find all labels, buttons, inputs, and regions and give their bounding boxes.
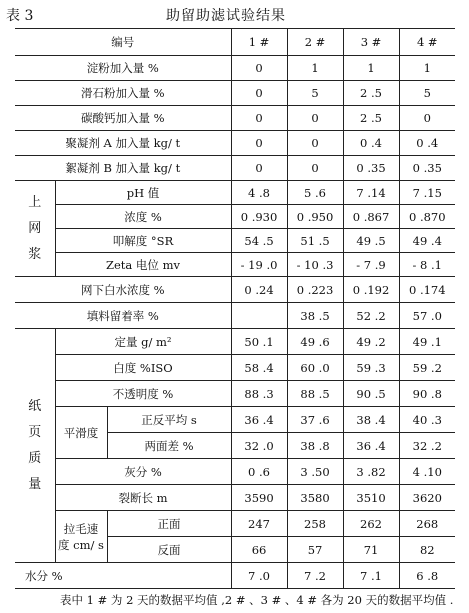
cell: 54 .5 [231,229,287,253]
row-label: 裂断长 m [55,485,231,511]
row-label: 灰分 % [55,459,231,485]
cell: 90 .8 [399,381,455,407]
cell: - 7 .9 [343,253,399,277]
cell: 4 .10 [399,459,455,485]
cell: 0 .867 [343,205,399,229]
cell: 36 .4 [231,407,287,433]
cell: 49 .5 [343,229,399,253]
cell: 0 [399,106,455,131]
cell: 0 .6 [231,459,287,485]
cell: 7 .0 [231,563,287,589]
header-label: 编号 [15,29,231,56]
smoothness-label: 平滑度 [55,407,107,459]
cell: 0 [287,131,343,156]
row-label: 定量 g/ m² [55,329,231,355]
table-row [15,511,455,537]
results-table [15,28,455,589]
cell: 258 [287,511,343,537]
table-row [15,81,455,106]
cell: 50 .1 [231,329,287,355]
cell: 52 .2 [343,303,399,329]
cell: 51 .5 [287,229,343,253]
row-label: 白度 %ISO [55,355,231,381]
cell: 88 .3 [231,381,287,407]
table-row [15,381,455,407]
cell: 49 .4 [399,229,455,253]
cell: 57 .0 [399,303,455,329]
cell: 7 .15 [399,181,455,205]
cell: 0 .223 [287,277,343,303]
cell: 36 .4 [343,433,399,459]
table-row [15,156,455,181]
cell: 2 .5 [343,81,399,106]
cell: 0 .4 [399,131,455,156]
cell: 3510 [343,485,399,511]
table-row [15,355,455,381]
cell: 57 [287,537,343,563]
group-label-paper: 纸 页 质 量 [15,329,55,563]
cell: 7 .14 [343,181,399,205]
row-label: 不透明度 % [55,381,231,407]
cell: 1 [287,56,343,81]
row-label: 正面 [107,511,231,537]
footnote: 表中 1 # 为 2 天的数据平均值 ,2 # 、3 # 、4 # 各为 20 天的数据平均值 . [60,593,454,607]
pick-label: 拉毛速 度 cm/ s [55,511,107,563]
cell: 60 .0 [287,355,343,381]
row-label: 淀粉加入量 % [15,56,231,81]
cell: 3620 [399,485,455,511]
cell: 0 [231,106,287,131]
cell: 0 [231,81,287,106]
cell: 38 .5 [287,303,343,329]
row-label: Zeta 电位 mv [55,253,231,277]
table-row [15,459,455,485]
cell: 58 .4 [231,355,287,381]
cell: 6 .8 [399,563,455,589]
title-row [6,2,466,26]
header-col-3: 3 # [343,29,399,56]
table-title: 助留助滤试验结果 [166,8,286,24]
cell: 0 .870 [399,205,455,229]
cell: - 19 .0 [231,253,287,277]
row-label: 正反平均 s [107,407,231,433]
cell: 49 .2 [343,329,399,355]
table-row [15,181,455,205]
cell: 3590 [231,485,287,511]
table-row [15,303,455,329]
cell [231,303,287,329]
cell: 38 .8 [287,433,343,459]
cell: 40 .3 [399,407,455,433]
table-row [15,131,455,156]
cell: 3 .50 [287,459,343,485]
table-row [15,485,455,511]
cell: 5 [287,81,343,106]
row-label: 两面差 % [107,433,231,459]
cell: 0 .930 [231,205,287,229]
cell: 0 [231,156,287,181]
cell: 4 .8 [231,181,287,205]
table-row [15,106,455,131]
cell: 0 [231,56,287,81]
cell: 0 [231,131,287,156]
cell: 7 .1 [343,563,399,589]
table-row [15,56,455,81]
cell: - 8 .1 [399,253,455,277]
table-row [15,253,455,277]
row-label: 反面 [107,537,231,563]
cell: 32 .0 [231,433,287,459]
group-label-slurry: 上 网 浆 [15,181,55,277]
cell: 88 .5 [287,381,343,407]
cell: 0 .174 [399,277,455,303]
table-row [15,329,455,355]
cell: 7 .2 [287,563,343,589]
cell: 90 .5 [343,381,399,407]
header-col-1: 1 # [231,29,287,56]
cell: 49 .1 [399,329,455,355]
cell: 3 .82 [343,459,399,485]
cell: - 10 .3 [287,253,343,277]
cell: 38 .4 [343,407,399,433]
cell: 0 .24 [231,277,287,303]
cell: 1 [399,56,455,81]
cell: 32 .2 [399,433,455,459]
cell: 1 [343,56,399,81]
cell: 3580 [287,485,343,511]
cell: 66 [231,537,287,563]
cell: 0 .192 [343,277,399,303]
cell: 59 .3 [343,355,399,381]
header-col-4: 4 # [399,29,455,56]
table-row [15,205,455,229]
row-label: 碳酸钙加入量 % [15,106,231,131]
cell: 262 [343,511,399,537]
row-label: 网下白水浓度 % [15,277,231,303]
cell: 268 [399,511,455,537]
cell: 0 [287,106,343,131]
cell: 49 .6 [287,329,343,355]
row-label: 叩解度 °SR [55,229,231,253]
table-row [15,407,455,433]
header-col-2: 2 # [287,29,343,56]
row-label: 填料留着率 % [15,303,231,329]
cell: 59 .2 [399,355,455,381]
header-row [15,29,455,56]
row-label: 聚凝剂 A 加入量 kg/ t [15,131,231,156]
row-label: 水分 % [15,563,231,589]
table-row [15,563,455,589]
cell: 37 .6 [287,407,343,433]
cell: 0 [287,156,343,181]
cell: 2 .5 [343,106,399,131]
cell: 71 [343,537,399,563]
table-row [15,277,455,303]
row-label: 絮凝剂 B 加入量 kg/ t [15,156,231,181]
cell: 0 .4 [343,131,399,156]
cell: 5 .6 [287,181,343,205]
row-label: 浓度 % [55,205,231,229]
cell: 5 [399,81,455,106]
cell: 0 .35 [399,156,455,181]
cell: 0 .950 [287,205,343,229]
cell: 0 .35 [343,156,399,181]
row-label: pH 值 [55,181,231,205]
cell: 82 [399,537,455,563]
table-number: 表 3 [6,8,34,24]
table-row [15,229,455,253]
cell: 247 [231,511,287,537]
row-label: 滑石粉加入量 % [15,81,231,106]
